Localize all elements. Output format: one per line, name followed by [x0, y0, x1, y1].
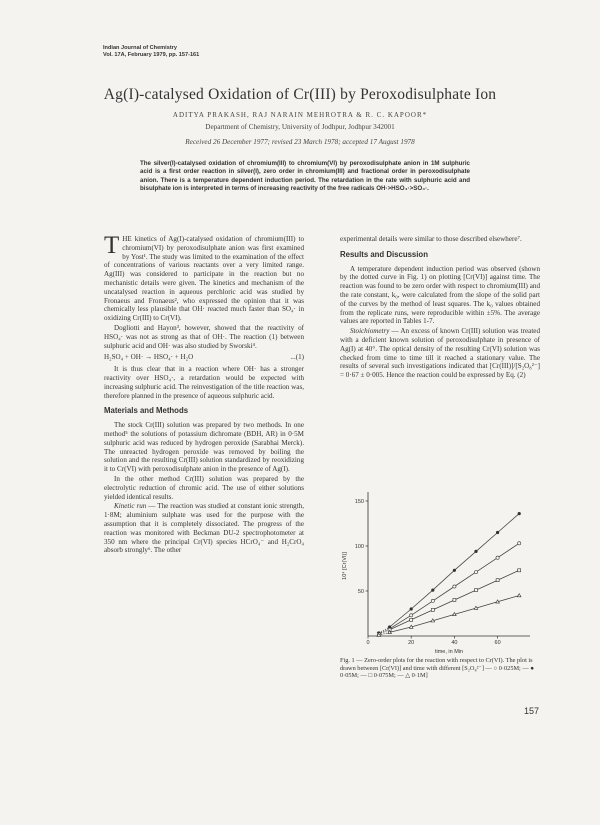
data-point: [474, 550, 477, 553]
paper-authors: ADITYA PRAKASH, RAJ NARAIN MEHROTRA & R. C. KAPOOR*: [172, 111, 428, 119]
intro-paragraph-1: [104, 232, 304, 323]
right-column: [340, 235, 540, 381]
y-tick-label: 50: [357, 589, 364, 595]
x-tick-label: 0: [366, 640, 370, 646]
left-column: [104, 232, 304, 556]
intro-text-1: HE kinetics of Ag(I)-catalysed oxidation of chromium(III) to chromium(VI) by peroxodisulphate anion was first examined by Yost¹. The study was limited to the examination of the effect of concentrations of various reactants over a very limited range. Ag(III) was considered to participate in the reaction but no mechanistic details were given. The kinetics and mechanism of the uncatalysed reaction in aqueous perchloric acid was studied by Fronaeus and Fronaeus², who expressed the opinion that it was chemically less plausible that OH· reacted much faster than SO₄· in oxidizing Cr(III) to Cr(VI).: [104, 235, 304, 323]
results-paragraph-1: A temperature dependent induction period was observed (shown by the dotted curve in Fig. 1) on plotting [Cr(VI)] against time. The reaction was found to be zero order with respect to chromium(III) and the rate constant, k₀, were calculated from the slope of the solid part of the curves by the method of least squares. The k₀ values obtained from the replicate runs, were reproducible within ±5%. The average values are reported in Tables 1-7.: [340, 264, 540, 326]
stoichiometry-text: — An excess of known Cr(III) solution was treated with a deficient known solution of peroxodisulphate in presence of Ag(I) at 40°. The optical density of the resulting Cr(VI) solution was checked from time to time till it reached a stationary value. The results of several such investigations indicated that [Cr(III)]/[S₂O₈²⁻] = 0·67 ± 0·005. Hence the reaction could be expressed by Eq. (2): [340, 327, 540, 380]
kinetic-run-text: — The reaction was studied at constant ionic strength, 1·8M; aluminium sulphate was used for the purpose with the assumption that it is completely dissociated. The progress of the reaction was monitored with Beckman DU-2 spectrophotometer at 350 nm where the principal Cr(VI) species HCrO₄⁻ and H₂CrO₄ absorb strongly⁶. The other: [104, 502, 304, 555]
y-tick-label: 150: [354, 499, 364, 505]
figure-1-chart: [338, 488, 538, 656]
data-point: [518, 512, 521, 515]
data-point: [453, 585, 456, 588]
data-point: [518, 569, 521, 572]
x-tick-label: 40: [451, 640, 458, 646]
methods-heading: Materials and Methods: [104, 406, 189, 416]
received-dates: Received 26 December 1977; revised 23 March 1978; accepted 17 August 1978: [185, 138, 415, 146]
abstract: The silver(I)-catalysed oxidation of chromium(III) to chromium(VI) by peroxodisulphate anion in 1M sulphuric acid is a first order reaction in silver(I), zero order in chromium(III) and fractional order in peroxodisulphate anion. There is a temperature dependent induction period. The retardation in the rate with sulphuric acid and bisulphate ion is interpreted in terms of increasing reactivity of the free radicals OH·>HSO₄·>SO₄·.: [140, 160, 470, 193]
results-heading: Results and Discussion: [340, 249, 428, 259]
data-point: [431, 608, 434, 611]
data-point: [517, 594, 521, 597]
drop-cap: T: [104, 232, 120, 259]
data-point: [431, 599, 434, 602]
journal-issue: Vol. 17A, February 1979, pp. 157-161: [103, 52, 200, 58]
data-point: [518, 542, 521, 545]
data-point: [474, 571, 477, 574]
page-number: 157: [524, 706, 540, 716]
equation-1: [104, 353, 304, 362]
x-tick-label: 60: [494, 640, 501, 646]
data-point: [431, 589, 434, 592]
x-axis-label: time, in Min: [434, 649, 464, 655]
equation-text: H₂SO₄ + OH· → HSO₄· + H₂O: [104, 353, 194, 362]
stoichiometry-label: Stoichiometry: [350, 327, 390, 336]
paper-affiliation: Department of Chemistry, University of Jodhpur, Jodhpur 342001: [205, 123, 395, 131]
figure-caption: Fig. 1 — Zero-order plots for the reaction with respect to Cr(VI). The plot is drawn between [Cr(VI)] and time with different [S₂O₈²⁻] — ○ 0·025M; — ● 0·05M; — □ 0·075M; — △ 0·1M]: [340, 657, 535, 680]
continuation-paragraph: experimental details were similar to those described elsewhere⁷.: [340, 235, 522, 243]
kinetic-run-label: Kinetic run: [114, 502, 147, 511]
stoichiometry-paragraph: [340, 327, 540, 380]
journal-name: Indian Journal of Chemistry: [103, 45, 177, 51]
data-point: [453, 569, 456, 572]
methods-paragraph-1: The stock Cr(III) solution was prepared by two methods. In one method⁵ the solutions of potassium dichromate (BDH, AR) in 0·5M sulphuric acid was reduced by hydrogen peroxide (Sarabhai Merck). The unreacted hydrogen peroxide was removed by boiling the solution and the resulting Cr(III) solution standardized by reoxidizing it to Cr(VI) with peroxodisulphate anion in the presence of Ag(I).: [104, 421, 304, 474]
journal-header: [103, 45, 199, 59]
intro-paragraph-3: It is thus clear that in a reaction where OH· has a stronger reactivity over HSO₄·, a retardation would be expected with increasing sulphuric acid. The reinvestigation of the title reaction was, therefore planned in the presence of aqueous sulphuric acid.: [104, 365, 304, 400]
y-axis-label: 10⁴ [Cr(VI)]: [342, 552, 348, 580]
kinetic-run-paragraph: [104, 502, 304, 555]
paper-title: Ag(I)-catalysed Oxidation of Cr(III) by Peroxodisulphate Ion: [103, 86, 497, 103]
equation-number: ...(1): [290, 353, 304, 362]
x-tick-label: 20: [408, 640, 415, 646]
data-point: [475, 589, 478, 592]
data-point: [496, 531, 499, 534]
data-point: [410, 607, 413, 610]
data-point: [410, 614, 413, 617]
intro-paragraph-2: Dogliotti and Hayon³, however, showed that the reactivity of HSO₄· was not as strong as that of OH·. The reaction (1) between sulphuric acid and OH· was also studied by Sworski⁴.: [104, 323, 304, 350]
data-point: [453, 599, 456, 602]
y-tick-label: 100: [354, 544, 364, 550]
data-point: [410, 618, 413, 621]
methods-paragraph-2: In the other method Cr(III) solution was prepared by the electrolytic reduction of chromic acid. The use of either solutions yielded identical results.: [104, 474, 304, 501]
data-point: [496, 579, 499, 582]
data-point: [496, 556, 499, 559]
